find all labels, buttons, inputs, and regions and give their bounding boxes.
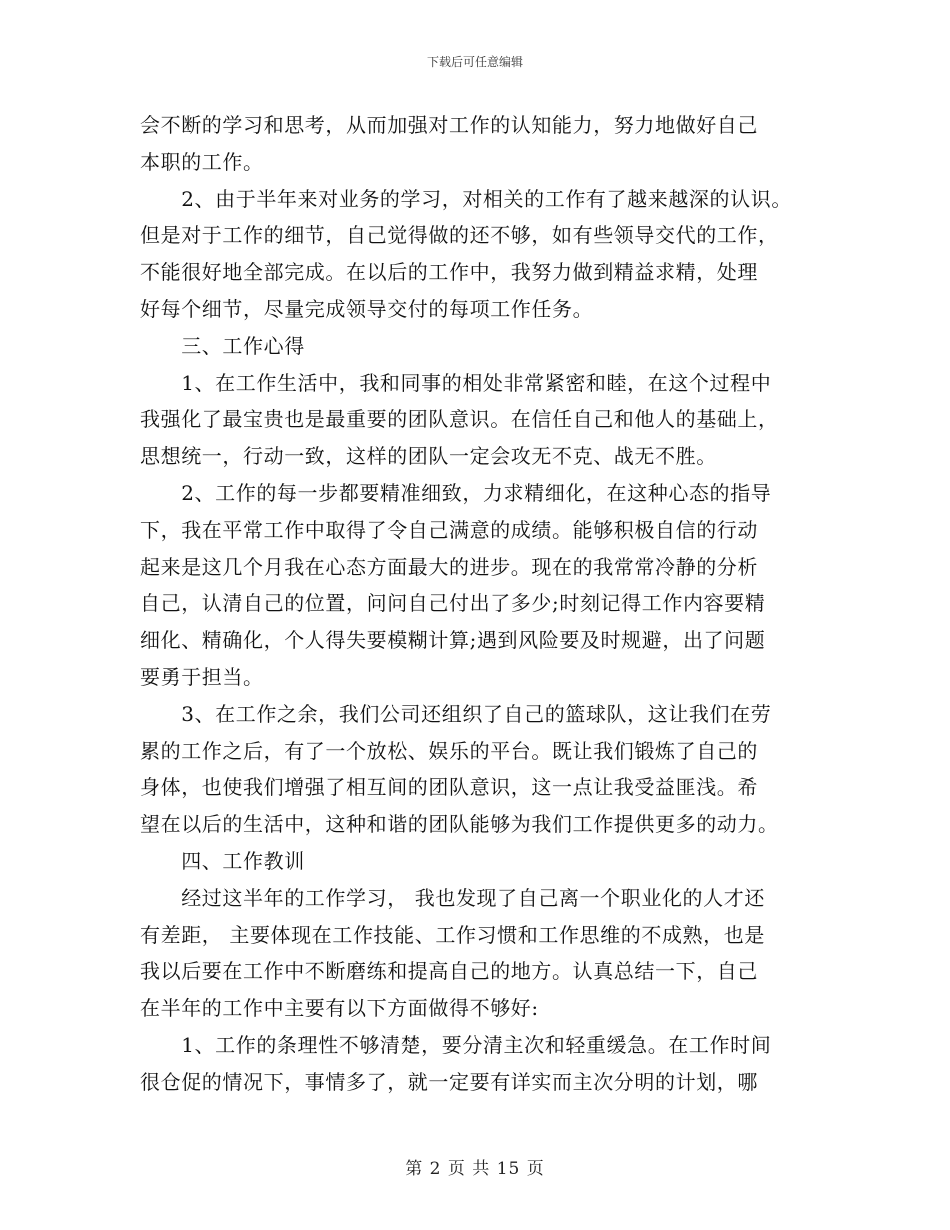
text-line: 好每个细节，尽量完成领导交付的每项工作任务。 — [140, 296, 594, 321]
text-line: 很仓促的情况下，事情多了，就一定要有详实而主次分明的计划，哪 — [140, 1069, 758, 1094]
text-line: 在半年的工作中主要有以下方面做得不够好: — [140, 996, 539, 1021]
text-line: 我强化了最宝贵也是最重要的团队意识。在信任自己和他人的基础上， — [140, 407, 779, 432]
document-body — [140, 107, 840, 1101]
section-heading: 三、工作心得 — [140, 333, 305, 358]
text-line: 2、工作的每一步都要精准细致，力求精细化，在这种心态的指导 — [140, 480, 772, 505]
text-line: 1、工作的条理性不够清楚，要分清主次和轻重缓急。在工作时间 — [140, 1032, 772, 1057]
text-line: 起来是这几个月我在心态方面最大的进步。现在的我常常冷静的分析 — [140, 554, 758, 579]
text-line: 1、在工作生活中，我和同事的相处非常紧密和睦，在这个过程中 — [140, 370, 772, 395]
text-line: 细化、精确化，个人得失要模糊计算;遇到风险要及时规避，出了问题 — [140, 628, 766, 653]
text-line: 要勇于担当。 — [140, 664, 264, 689]
text-line: 自己，认清自己的位置，问问自己付出了多少;时刻记得工作内容要精 — [140, 591, 766, 616]
text-line: 累的工作之后，有了一个放松、娱乐的平台。既让我们锻炼了自己的 — [140, 738, 758, 763]
text-line: 思想统一，行动一致，这样的团队一定会攻无不克、战无不胜。 — [140, 444, 717, 469]
text-line: 我以后要在工作中不断磨练和提高自己的地方。认真总结一下，自己 — [140, 959, 758, 984]
text-line: 有差距， 主要体现在工作技能、工作习惯和工作思维的不成熟，也是 — [140, 922, 765, 947]
text-line: 经过这半年的工作学习， 我也发现了自己离一个职业化的人才还 — [140, 885, 765, 910]
text-line: 望在以后的生活中，这种和谐的团队能够为我们工作提供更多的动力。 — [140, 812, 779, 837]
text-line: 不能很好地全部完成。在以后的工作中，我努力做到精益求精，处理 — [140, 260, 758, 285]
text-line: 本职的工作。 — [140, 149, 264, 174]
text-line: 身体，也使我们增强了相互间的团队意识，这一点让我受益匪浅。希 — [140, 775, 758, 800]
header-note: 下载后可任意编辑 — [426, 55, 523, 69]
text-line: 下，我在平常工作中取得了令自己满意的成绩。能够积极自信的行动 — [140, 517, 758, 542]
page-number: 第 2 页 共 15 页 — [405, 1159, 545, 1179]
section-heading: 四、工作教训 — [140, 848, 305, 873]
text-line: 3、在工作之余，我们公司还组织了自己的篮球队，这让我们在劳 — [140, 701, 772, 726]
text-line: 2、由于半年来对业务的学习，对相关的工作有了越来越深的认识。 — [140, 186, 792, 211]
text-line: 会不断的学习和思考，从而加强对工作的认知能力，努力地做好自己 — [140, 113, 758, 137]
text-line: 但是对于工作的细节，自己觉得做的还不够，如有些领导交代的工作， — [140, 223, 779, 248]
